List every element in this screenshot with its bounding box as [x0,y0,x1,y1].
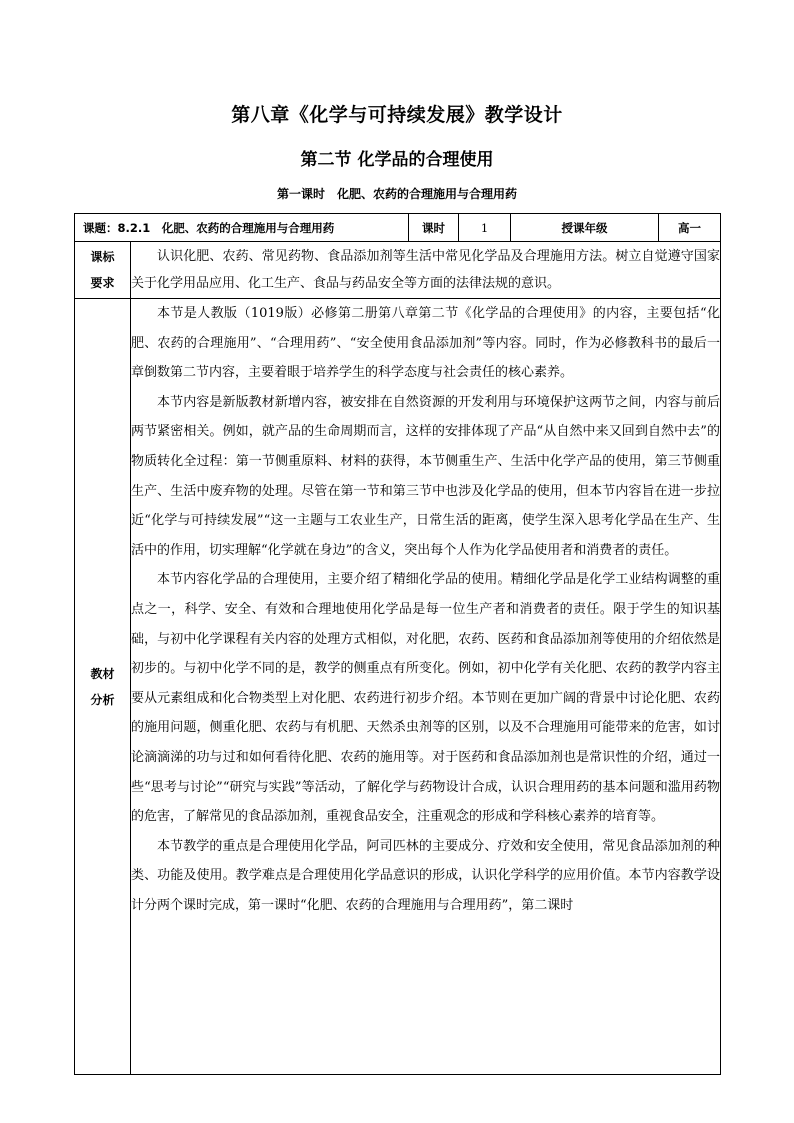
topic-cell [75,214,409,242]
analysis-paragraph-1: 本节是人教版（1019版）必修第二册第八章第二节《化学品的合理使用》的内容，主要包括“化肥、农药的合理施用”、“合理用药”、“安全使用食品添加剂”等内容。同时，作为必修教科书的最后一章倒数第二节内容，主要着眼于培养学生的科学态度与社会责任的核心素养。 [131,306,720,381]
standards-label: 课标要求 [75,242,131,299]
analysis-paragraph-4: 本节教学的重点是合理使用化学品，阿司匹林的主要成分、疗效和安全使用，常见食品添加剂的种类、功能及使用。教学难点是合理使用化学品意识的形成，认识化学科学的应用价值。本节内容教学设计分两个课时完成，第一课时“化肥、农药的合理施用与合理用药”，第二课时 [131,838,720,913]
document-title: 第八章《化学与可持续发展》教学设计 [231,104,563,126]
section-title: 第二节 化学品的合理使用 [300,150,494,170]
table-header-row [75,214,721,242]
standards-cell [131,242,721,299]
lesson-title: 第一课时 化肥、农药的合理施用与合理用药 [276,187,517,201]
grade-label: 授课年级 [511,214,659,242]
period-value: 1 [459,214,511,242]
period-label: 课时 [409,214,459,242]
analysis-body [131,299,720,1074]
topic-label: 课题： [83,220,118,235]
standards-text: 认识化肥、农药、常见药物、食品添加剂等生活中常见化学品及合理施用方法。树立自觉遵守国家关于化学用品应用、化工生产、食品与药品安全等方面的法律法规的意识。 [131,249,720,291]
analysis-row [75,299,721,1075]
lesson-plan-table [74,213,721,1075]
analysis-paragraph-3: 本节内容化学品的合理使用，主要介绍了精细化学品的使用。精细化学品是化学工业结构调整的重点之一，科学、安全、有效和合理地使用化学品是每一位生产者和消费者的责任。限于学生的知识基础，与初中化学课程有关内容的处理方式相似，对化肥，农药、医药和食品添加剂等使用的介绍依然是初步的。与初中化学不同的是，教学的侧重点有所变化。例如，初中化学有关化肥、农药的教学内容主要从元素组成和化合物类型上对化肥、农药进行初步介绍。本节则在更加广阔的背景中讨论化肥、农药的施用问题，侧重化肥、农药与有机肥、天然杀虫剂等的区别，以及不合理施用可能带来的危害，如讨论滴滴涕的功与过和如何看待化肥、农药的施用等。对于医药和食品添加剂也是常识性的介绍，通过一些“思考与讨论”“研究与实践”等活动，了解化学与药物设计合成，认识合理用药的基本问题和滥用药物的危害，了解常见的食品添加剂，重视食品安全，注重观念的形成和学科核心素养的培育等。 [131,572,720,825]
analysis-cell [131,299,721,1075]
analysis-paragraph-2: 本节内容是新版教材新增内容，被安排在自然资源的开发利用与环境保护这两节之间，内容与前后两节紧密相关。例如，就产品的生命周期而言，这样的安排体现了产品“从自然中来又回到自然中去”的物质转化全过程：第一节侧重原料、材料的获得，本节侧重生产、生活中化学产品的使用，第三节侧重生产、生活中废弃物的处理。尽管在第一节和第三节中也涉及化学品的使用，但本节内容旨在进一步拉近“化学与可持续发展”“这一主题与工农业生产，日常生活的距离，使学生深入思考化学品在生产、生活中的作用，切实理解“化学就在身边”的含义，突出每个人作为化学品使用者和消费者的责任。 [131,394,720,558]
standards-row [75,242,721,299]
analysis-label: 教材分析 [75,299,131,1075]
grade-value: 高一 [659,214,721,242]
topic-value: 8.2.1 化肥、农药的合理施用与合理用药 [117,220,335,235]
